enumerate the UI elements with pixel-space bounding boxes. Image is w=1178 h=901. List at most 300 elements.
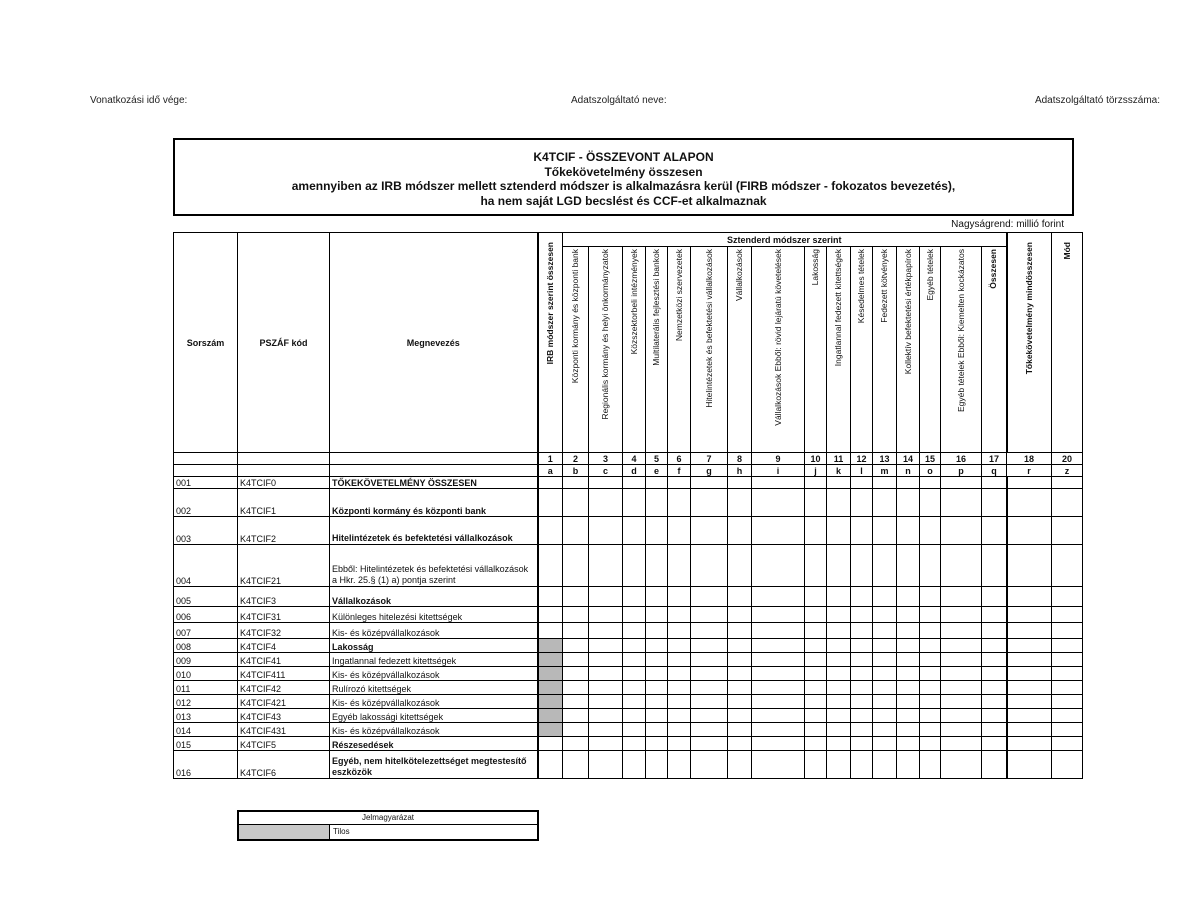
data-cell[interactable]	[728, 723, 752, 737]
data-cell[interactable]	[752, 489, 805, 517]
data-cell[interactable]	[941, 607, 982, 623]
data-cell[interactable]	[941, 587, 982, 607]
data-cell[interactable]	[752, 517, 805, 545]
data-cell[interactable]	[623, 695, 646, 709]
data-cell[interactable]	[851, 695, 873, 709]
data-cell[interactable]	[982, 695, 1007, 709]
data-cell[interactable]	[851, 653, 873, 667]
data-cell[interactable]	[982, 667, 1007, 681]
data-cell[interactable]	[1052, 607, 1083, 623]
data-cell[interactable]	[805, 667, 827, 681]
data-cell[interactable]	[691, 653, 728, 667]
data-cell[interactable]	[668, 709, 691, 723]
data-cell[interactable]	[691, 623, 728, 639]
data-cell[interactable]	[752, 667, 805, 681]
data-cell[interactable]	[589, 737, 623, 751]
data-cell[interactable]	[623, 545, 646, 587]
data-cell[interactable]	[897, 751, 920, 779]
data-cell[interactable]	[941, 723, 982, 737]
data-cell[interactable]	[851, 587, 873, 607]
data-cell[interactable]	[851, 639, 873, 653]
data-cell[interactable]	[827, 695, 851, 709]
data-cell[interactable]	[623, 737, 646, 751]
data-cell[interactable]	[589, 695, 623, 709]
data-cell[interactable]	[805, 623, 827, 639]
data-cell[interactable]	[920, 709, 941, 723]
data-cell[interactable]	[941, 653, 982, 667]
data-cell[interactable]	[646, 639, 668, 653]
data-cell[interactable]	[873, 751, 897, 779]
data-cell[interactable]	[646, 667, 668, 681]
data-cell[interactable]	[897, 517, 920, 545]
data-cell[interactable]	[589, 639, 623, 653]
data-cell[interactable]	[982, 545, 1007, 587]
data-cell[interactable]	[752, 653, 805, 667]
data-cell[interactable]	[827, 623, 851, 639]
data-cell[interactable]	[668, 607, 691, 623]
data-cell[interactable]	[563, 723, 589, 737]
data-cell[interactable]	[563, 737, 589, 751]
data-cell[interactable]	[873, 737, 897, 751]
data-cell[interactable]	[982, 653, 1007, 667]
data-cell[interactable]	[646, 737, 668, 751]
data-cell[interactable]	[805, 709, 827, 723]
data-cell[interactable]	[538, 607, 563, 623]
data-cell[interactable]	[668, 489, 691, 517]
data-cell[interactable]	[920, 477, 941, 489]
data-cell[interactable]	[1052, 681, 1083, 695]
data-cell[interactable]	[646, 545, 668, 587]
data-cell[interactable]	[728, 607, 752, 623]
data-cell[interactable]	[920, 517, 941, 545]
data-cell[interactable]	[623, 751, 646, 779]
data-cell[interactable]	[728, 695, 752, 709]
data-cell[interactable]	[827, 681, 851, 695]
data-cell[interactable]	[941, 709, 982, 723]
data-cell[interactable]	[623, 477, 646, 489]
data-cell[interactable]	[623, 681, 646, 695]
data-cell[interactable]	[897, 695, 920, 709]
data-cell[interactable]	[646, 723, 668, 737]
data-cell[interactable]	[805, 653, 827, 667]
data-cell[interactable]	[563, 587, 589, 607]
data-cell[interactable]	[728, 681, 752, 695]
data-cell[interactable]	[589, 709, 623, 723]
data-cell[interactable]	[623, 667, 646, 681]
data-cell[interactable]	[752, 545, 805, 587]
data-cell[interactable]	[538, 623, 563, 639]
data-cell[interactable]	[752, 587, 805, 607]
data-cell[interactable]	[897, 639, 920, 653]
data-cell[interactable]	[752, 477, 805, 489]
data-cell[interactable]	[563, 607, 589, 623]
data-cell[interactable]	[538, 695, 563, 709]
data-cell[interactable]	[873, 667, 897, 681]
data-cell[interactable]	[589, 653, 623, 667]
data-cell[interactable]	[668, 477, 691, 489]
data-cell[interactable]	[623, 639, 646, 653]
data-cell[interactable]	[691, 517, 728, 545]
data-cell[interactable]	[851, 477, 873, 489]
data-cell[interactable]	[1007, 587, 1052, 607]
data-cell[interactable]	[1007, 607, 1052, 623]
data-cell[interactable]	[941, 545, 982, 587]
data-cell[interactable]	[982, 489, 1007, 517]
data-cell[interactable]	[752, 695, 805, 709]
data-cell[interactable]	[691, 723, 728, 737]
data-cell[interactable]	[897, 607, 920, 623]
data-cell[interactable]	[538, 517, 563, 545]
data-cell[interactable]	[563, 489, 589, 517]
data-cell[interactable]	[920, 653, 941, 667]
data-cell[interactable]	[851, 607, 873, 623]
data-cell[interactable]	[1052, 623, 1083, 639]
data-cell[interactable]	[982, 607, 1007, 623]
data-cell[interactable]	[1007, 639, 1052, 653]
data-cell[interactable]	[1052, 477, 1083, 489]
data-cell[interactable]	[728, 751, 752, 779]
data-cell[interactable]	[589, 607, 623, 623]
data-cell[interactable]	[752, 709, 805, 723]
data-cell[interactable]	[920, 737, 941, 751]
data-cell[interactable]	[623, 709, 646, 723]
data-cell[interactable]	[646, 587, 668, 607]
data-cell[interactable]	[589, 623, 623, 639]
data-cell[interactable]	[728, 639, 752, 653]
data-cell[interactable]	[851, 623, 873, 639]
data-cell[interactable]	[897, 587, 920, 607]
data-cell[interactable]	[805, 477, 827, 489]
data-cell[interactable]	[646, 653, 668, 667]
data-cell[interactable]	[728, 653, 752, 667]
data-cell[interactable]	[897, 681, 920, 695]
data-cell[interactable]	[668, 751, 691, 779]
data-cell[interactable]	[589, 545, 623, 587]
data-cell[interactable]	[827, 639, 851, 653]
data-cell[interactable]	[691, 681, 728, 695]
data-cell[interactable]	[1052, 517, 1083, 545]
data-cell[interactable]	[538, 587, 563, 607]
data-cell[interactable]	[1007, 737, 1052, 751]
data-cell[interactable]	[941, 695, 982, 709]
data-cell[interactable]	[1052, 709, 1083, 723]
data-cell[interactable]	[851, 667, 873, 681]
data-cell[interactable]	[668, 695, 691, 709]
data-cell[interactable]	[691, 695, 728, 709]
data-cell[interactable]	[563, 623, 589, 639]
data-cell[interactable]	[1007, 489, 1052, 517]
data-cell[interactable]	[941, 489, 982, 517]
data-cell[interactable]	[728, 545, 752, 587]
data-cell[interactable]	[589, 723, 623, 737]
data-cell[interactable]	[873, 681, 897, 695]
data-cell[interactable]	[691, 709, 728, 723]
data-cell[interactable]	[897, 477, 920, 489]
data-cell[interactable]	[1007, 695, 1052, 709]
data-cell[interactable]	[728, 709, 752, 723]
data-cell[interactable]	[646, 709, 668, 723]
data-cell[interactable]	[1007, 623, 1052, 639]
data-cell[interactable]	[691, 639, 728, 653]
data-cell[interactable]	[589, 477, 623, 489]
data-cell[interactable]	[538, 545, 563, 587]
data-cell[interactable]	[1052, 737, 1083, 751]
data-cell[interactable]	[623, 653, 646, 667]
data-cell[interactable]	[563, 681, 589, 695]
data-cell[interactable]	[668, 545, 691, 587]
data-cell[interactable]	[827, 517, 851, 545]
data-cell[interactable]	[805, 545, 827, 587]
data-cell[interactable]	[941, 623, 982, 639]
data-cell[interactable]	[897, 489, 920, 517]
data-cell[interactable]	[668, 667, 691, 681]
data-cell[interactable]	[538, 477, 563, 489]
data-cell[interactable]	[827, 477, 851, 489]
data-cell[interactable]	[851, 681, 873, 695]
data-cell[interactable]	[752, 681, 805, 695]
data-cell[interactable]	[691, 477, 728, 489]
data-cell[interactable]	[851, 723, 873, 737]
data-cell[interactable]	[668, 639, 691, 653]
data-cell[interactable]	[1007, 751, 1052, 779]
data-cell[interactable]	[563, 709, 589, 723]
data-cell[interactable]	[668, 737, 691, 751]
data-cell[interactable]	[691, 587, 728, 607]
data-cell[interactable]	[827, 709, 851, 723]
data-cell[interactable]	[982, 587, 1007, 607]
data-cell[interactable]	[873, 545, 897, 587]
data-cell[interactable]	[920, 587, 941, 607]
data-cell[interactable]	[873, 695, 897, 709]
data-cell[interactable]	[873, 639, 897, 653]
data-cell[interactable]	[1052, 695, 1083, 709]
data-cell[interactable]	[941, 517, 982, 545]
data-cell[interactable]	[873, 623, 897, 639]
data-cell[interactable]	[827, 723, 851, 737]
data-cell[interactable]	[646, 681, 668, 695]
data-cell[interactable]	[589, 517, 623, 545]
data-cell[interactable]	[897, 653, 920, 667]
data-cell[interactable]	[827, 737, 851, 751]
data-cell[interactable]	[563, 653, 589, 667]
data-cell[interactable]	[691, 489, 728, 517]
data-cell[interactable]	[982, 639, 1007, 653]
data-cell[interactable]	[563, 477, 589, 489]
data-cell[interactable]	[1007, 667, 1052, 681]
data-cell[interactable]	[1052, 587, 1083, 607]
data-cell[interactable]	[941, 737, 982, 751]
data-cell[interactable]	[1007, 517, 1052, 545]
data-cell[interactable]	[851, 709, 873, 723]
data-cell[interactable]	[982, 477, 1007, 489]
data-cell[interactable]	[646, 695, 668, 709]
data-cell[interactable]	[646, 489, 668, 517]
data-cell[interactable]	[920, 681, 941, 695]
data-cell[interactable]	[920, 751, 941, 779]
data-cell[interactable]	[873, 723, 897, 737]
data-cell[interactable]	[668, 653, 691, 667]
data-cell[interactable]	[623, 723, 646, 737]
data-cell[interactable]	[941, 639, 982, 653]
data-cell[interactable]	[805, 517, 827, 545]
data-cell[interactable]	[538, 709, 563, 723]
data-cell[interactable]	[805, 681, 827, 695]
data-cell[interactable]	[873, 587, 897, 607]
data-cell[interactable]	[805, 695, 827, 709]
data-cell[interactable]	[728, 667, 752, 681]
data-cell[interactable]	[920, 667, 941, 681]
data-cell[interactable]	[752, 737, 805, 751]
data-cell[interactable]	[538, 681, 563, 695]
data-cell[interactable]	[920, 545, 941, 587]
data-cell[interactable]	[728, 737, 752, 751]
data-cell[interactable]	[982, 623, 1007, 639]
data-cell[interactable]	[1052, 545, 1083, 587]
data-cell[interactable]	[873, 709, 897, 723]
data-cell[interactable]	[728, 477, 752, 489]
data-cell[interactable]	[897, 667, 920, 681]
data-cell[interactable]	[691, 545, 728, 587]
data-cell[interactable]	[668, 723, 691, 737]
data-cell[interactable]	[805, 489, 827, 517]
data-cell[interactable]	[563, 517, 589, 545]
data-cell[interactable]	[728, 587, 752, 607]
data-cell[interactable]	[805, 587, 827, 607]
data-cell[interactable]	[1007, 653, 1052, 667]
data-cell[interactable]	[646, 517, 668, 545]
data-cell[interactable]	[873, 477, 897, 489]
data-cell[interactable]	[851, 737, 873, 751]
data-cell[interactable]	[752, 623, 805, 639]
data-cell[interactable]	[646, 751, 668, 779]
data-cell[interactable]	[982, 681, 1007, 695]
data-cell[interactable]	[897, 709, 920, 723]
data-cell[interactable]	[805, 607, 827, 623]
data-cell[interactable]	[873, 607, 897, 623]
data-cell[interactable]	[1007, 477, 1052, 489]
data-cell[interactable]	[538, 723, 563, 737]
data-cell[interactable]	[589, 587, 623, 607]
data-cell[interactable]	[1052, 723, 1083, 737]
data-cell[interactable]	[1007, 545, 1052, 587]
data-cell[interactable]	[827, 653, 851, 667]
data-cell[interactable]	[982, 751, 1007, 779]
data-cell[interactable]	[538, 653, 563, 667]
data-cell[interactable]	[920, 695, 941, 709]
data-cell[interactable]	[851, 489, 873, 517]
data-cell[interactable]	[646, 477, 668, 489]
data-cell[interactable]	[538, 737, 563, 751]
data-cell[interactable]	[873, 489, 897, 517]
data-cell[interactable]	[920, 723, 941, 737]
data-cell[interactable]	[873, 653, 897, 667]
data-cell[interactable]	[982, 517, 1007, 545]
data-cell[interactable]	[538, 751, 563, 779]
data-cell[interactable]	[623, 607, 646, 623]
data-cell[interactable]	[589, 489, 623, 517]
data-cell[interactable]	[827, 667, 851, 681]
data-cell[interactable]	[589, 667, 623, 681]
data-cell[interactable]	[851, 545, 873, 587]
data-cell[interactable]	[538, 639, 563, 653]
data-cell[interactable]	[752, 751, 805, 779]
data-cell[interactable]	[623, 587, 646, 607]
data-cell[interactable]	[623, 489, 646, 517]
data-cell[interactable]	[920, 639, 941, 653]
data-cell[interactable]	[563, 751, 589, 779]
data-cell[interactable]	[920, 489, 941, 517]
data-cell[interactable]	[668, 623, 691, 639]
data-cell[interactable]	[941, 477, 982, 489]
data-cell[interactable]	[897, 623, 920, 639]
data-cell[interactable]	[1007, 709, 1052, 723]
data-cell[interactable]	[851, 517, 873, 545]
data-cell[interactable]	[897, 737, 920, 751]
data-cell[interactable]	[920, 623, 941, 639]
data-cell[interactable]	[873, 517, 897, 545]
data-cell[interactable]	[1052, 653, 1083, 667]
data-cell[interactable]	[563, 545, 589, 587]
data-cell[interactable]	[623, 517, 646, 545]
data-cell[interactable]	[941, 751, 982, 779]
data-cell[interactable]	[538, 489, 563, 517]
data-cell[interactable]	[1007, 681, 1052, 695]
data-cell[interactable]	[982, 737, 1007, 751]
data-cell[interactable]	[728, 517, 752, 545]
data-cell[interactable]	[805, 723, 827, 737]
data-cell[interactable]	[1052, 639, 1083, 653]
data-cell[interactable]	[805, 639, 827, 653]
data-cell[interactable]	[623, 623, 646, 639]
data-cell[interactable]	[691, 667, 728, 681]
data-cell[interactable]	[827, 607, 851, 623]
data-cell[interactable]	[563, 667, 589, 681]
data-cell[interactable]	[1052, 751, 1083, 779]
data-cell[interactable]	[1052, 667, 1083, 681]
data-cell[interactable]	[827, 489, 851, 517]
data-cell[interactable]	[589, 681, 623, 695]
data-cell[interactable]	[982, 709, 1007, 723]
data-cell[interactable]	[920, 607, 941, 623]
data-cell[interactable]	[563, 639, 589, 653]
data-cell[interactable]	[805, 737, 827, 751]
data-cell[interactable]	[691, 751, 728, 779]
data-cell[interactable]	[728, 489, 752, 517]
data-cell[interactable]	[728, 623, 752, 639]
data-cell[interactable]	[691, 607, 728, 623]
data-cell[interactable]	[668, 587, 691, 607]
data-cell[interactable]	[1052, 489, 1083, 517]
data-cell[interactable]	[851, 751, 873, 779]
data-cell[interactable]	[897, 545, 920, 587]
data-cell[interactable]	[941, 667, 982, 681]
data-cell[interactable]	[827, 545, 851, 587]
data-cell[interactable]	[897, 723, 920, 737]
data-cell[interactable]	[752, 607, 805, 623]
data-cell[interactable]	[563, 695, 589, 709]
data-cell[interactable]	[752, 639, 805, 653]
data-cell[interactable]	[827, 587, 851, 607]
data-cell[interactable]	[941, 681, 982, 695]
data-cell[interactable]	[982, 723, 1007, 737]
data-cell[interactable]	[805, 751, 827, 779]
data-cell[interactable]	[646, 623, 668, 639]
data-cell[interactable]	[668, 517, 691, 545]
data-cell[interactable]	[691, 737, 728, 751]
data-cell[interactable]	[538, 667, 563, 681]
data-cell[interactable]	[1007, 723, 1052, 737]
data-cell[interactable]	[646, 607, 668, 623]
